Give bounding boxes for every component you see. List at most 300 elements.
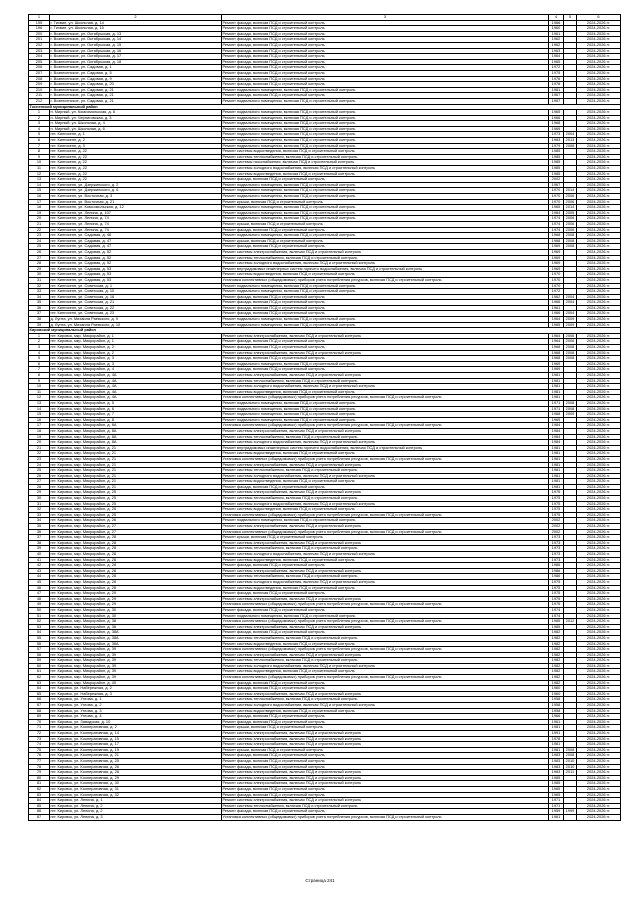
build-year-cell: 1965: [549, 786, 564, 792]
row-number: 210: [29, 87, 50, 93]
row-number: 5: [29, 132, 50, 138]
work-type-cell: Ремонт крыши, включая ПСД и строительный контроль: [222, 725, 549, 731]
build-year-cell: 1984: [549, 428, 564, 434]
build-year-cell: 1985: [549, 624, 564, 630]
address-cell: пгт. Кингисепп, д. 2: [50, 138, 222, 144]
period-cell: 2024-2026 гг.: [577, 686, 621, 692]
work-type-cell: Ремонт подвального помещения, включая ПСД и строительный контроль: [222, 143, 549, 149]
address-cell: пгт. Кировск, ул. Кооперативная, д. 31: [50, 786, 222, 792]
row-number: 84: [29, 798, 50, 804]
address-cell: пгт. Кировск, мкр. Микрорайон, д. 28: [50, 552, 222, 558]
address-cell: г. Вознесенское, ул. Садовая, д. 21: [50, 98, 222, 104]
work-type-cell: Ремонт системы теплоснабжения, включая ПСД и строительный контроль: [222, 658, 549, 664]
row-number: 21: [29, 221, 50, 227]
work-type-cell: Ремонт системы электроснабжения, включая ПСД и строительный контроль: [222, 731, 549, 737]
build-year-cell: 1961: [549, 31, 564, 37]
build-year-cell: 1970: [549, 188, 564, 194]
address-cell: пгт. Кингисепп, ул. Садовая, д. 52: [50, 261, 222, 267]
build-year-cell: 2002: [549, 524, 564, 530]
build-year-cell: 1969: [549, 266, 564, 272]
period-cell: 2024-2026 гг.: [577, 591, 621, 597]
address-cell: пгт. Кировск, мкр. Микрорайон, д. 38А: [50, 630, 222, 636]
period-cell: 2024-2026 гг.: [577, 596, 621, 602]
work-type-cell: Ремонт системы теплоснабжения, включая ПСД и строительный контроль: [222, 496, 549, 502]
row-number: 31: [29, 501, 50, 507]
row-number: 65: [29, 691, 50, 697]
build-year-cell: 1984: [549, 423, 564, 429]
period-cell: 2024-2026 гг.: [577, 742, 621, 748]
row-number: 5: [29, 356, 50, 362]
period-cell: 2024-2026 гг.: [577, 59, 621, 65]
row-number: 87: [29, 814, 50, 820]
build-year-cell: 1965: [549, 792, 564, 798]
build-year-cell: 1970: [549, 272, 564, 278]
address-cell: пгт. Кировск, ул. Кооперативная, д. 19: [50, 747, 222, 753]
build-year-cell: 1966: [549, 300, 564, 306]
row-number: 59: [29, 658, 50, 664]
period-cell: 2024-2026 гг.: [577, 361, 621, 367]
address-cell: пгт. Кингисепп, ул. Ленина, д. 107: [50, 210, 222, 216]
period-cell: 2024-2026 гг.: [577, 809, 621, 815]
work-type-cell: Ремонт фасада, включая ПСД и строительный контроль: [222, 42, 549, 48]
work-type-cell: Ремонт подвального помещения, включая ПСД и строительный контроль: [222, 518, 549, 524]
build-year-cell: 1981: [549, 725, 564, 731]
row-number: 48: [29, 596, 50, 602]
work-type-cell: Ремонт фасада, включая ПСД и строительный контроль: [222, 70, 549, 76]
row-number: 25: [29, 468, 50, 474]
repair-year-cell: 2006: [564, 227, 577, 233]
build-year-cell: 1982: [549, 663, 564, 669]
work-type-cell: Ремонт системы холодного водоснабжения, включая ПСД и строительный контроль: [222, 552, 549, 558]
row-number: 29: [29, 266, 50, 272]
row-number: 3: [29, 121, 50, 127]
column-number: 3: [222, 15, 549, 21]
period-cell: 2024-2026 гг.: [577, 210, 621, 216]
work-type-cell: Ремонт системы электроснабжения, включая ПСД и строительный контроль: [222, 462, 549, 468]
page-sheet: [28, 14, 620, 821]
row-number: 70: [29, 719, 50, 725]
period-cell: 2024-2026 гг.: [577, 110, 621, 116]
build-year-cell: 1975: [549, 70, 564, 76]
period-cell: 2024-2026 гг.: [577, 814, 621, 820]
row-number: 46: [29, 585, 50, 591]
address-cell: пгт. Кировск, мкр. Микрорайон, д. 4А: [50, 384, 222, 390]
repair-year-cell: 2004: [564, 132, 577, 138]
works-table: [28, 14, 621, 821]
address-cell: г. Тихвин, ул. Школьная, д. 15: [50, 26, 222, 32]
row-number: 80: [29, 775, 50, 781]
row-number: 28: [29, 261, 50, 267]
build-year-cell: 1958: [549, 697, 564, 703]
work-type-cell: Ремонт системы теплоснабжения, включая ПСД и строительный контроль: [222, 378, 549, 384]
period-cell: 2024-2026 гг.: [577, 574, 621, 580]
address-cell: пгт. Кингисепп, ул. Садовая, д. 53: [50, 272, 222, 278]
build-year-cell: 2002: [549, 177, 564, 183]
period-cell: 2024-2026 гг.: [577, 166, 621, 172]
row-number: 73: [29, 736, 50, 742]
period-cell: 2024-2026 гг.: [577, 764, 621, 770]
address-cell: пгт. Кингисепп, ул. Садовая, д. 47: [50, 238, 222, 244]
address-cell: пгт. Кингисепп, д. 22: [50, 154, 222, 160]
period-cell: 2024-2026 гг.: [577, 115, 621, 121]
build-year-cell: 1970: [549, 194, 564, 200]
address-cell: пгт. Кировск, мкр. Микрорайон, д. 25: [50, 501, 222, 507]
period-cell: 2024-2026 гг.: [577, 675, 621, 681]
work-type-cell: Ремонт подвального помещения, включая ПСД и строительный контроль: [222, 132, 549, 138]
row-number: 6: [29, 138, 50, 144]
address-cell: пгт. Кингисепп, д. 22: [50, 160, 222, 166]
period-cell: 2024-2026 гг.: [577, 529, 621, 535]
period-cell: 2024-2026 гг.: [577, 775, 621, 781]
address-cell: пгт. Кировск, мкр. Микрорайон, д. 4А: [50, 395, 222, 401]
address-cell: пгт. Кировск, мкр. Микрорайон, д. 39: [50, 658, 222, 664]
period-cell: 2024-2026 гг.: [577, 417, 621, 423]
period-cell: 2024-2026 гг.: [577, 160, 621, 166]
period-cell: 2024-2026 гг.: [577, 658, 621, 664]
row-number: 9: [29, 378, 50, 384]
build-year-cell: 1968: [549, 233, 564, 239]
build-year-cell: 1966: [549, 311, 564, 317]
period-cell: 2024-2026 гг.: [577, 507, 621, 513]
build-year-cell: 1962: [549, 42, 564, 48]
address-cell: пгт. Кировск, мкр. Микрорайон, д. 5: [50, 400, 222, 406]
period-cell: 2024-2026 гг.: [577, 781, 621, 787]
row-number: 10: [29, 384, 50, 390]
build-year-cell: 1978: [549, 736, 564, 742]
period-cell: 2024-2026 гг.: [577, 188, 621, 194]
repair-year-cell: 2006: [564, 199, 577, 205]
period-cell: 2024-2026 гг.: [577, 82, 621, 88]
build-year-cell: 1982: [549, 658, 564, 664]
work-type-cell: Ремонт системы теплоснабжения, включая ПСД и строительный контроль: [222, 434, 549, 440]
repair-year-cell: 2009: [564, 317, 577, 323]
work-type-cell: Ремонт системы газоснабжения, включая ПСД и строительный контроль: [222, 160, 549, 166]
address-cell: пгт. Кировск, ул. Кооперативная, д. 29: [50, 775, 222, 781]
period-cell: 2024-2026 гг.: [577, 42, 621, 48]
address-cell: пгт. Кировск, ул. Ленина, д. 2: [50, 803, 222, 809]
address-cell: пгт. Кировск, мкр. Микрорайон, д. 21: [50, 479, 222, 485]
address-cell: пгт. Кировск, мкр. Микрорайон, д. 29: [50, 596, 222, 602]
period-cell: 2024-2026 гг.: [577, 535, 621, 541]
work-type-cell: Ремонт системы водоотведения, включая ПСД и строительный контроль: [222, 171, 549, 177]
row-number: 11: [29, 166, 50, 172]
work-type-cell: Ремонт фасада, включая ПСД и строительный контроль: [222, 31, 549, 37]
address-cell: пгт. Кингисепп, ул. Садовая, д. 52: [50, 255, 222, 261]
period-cell: 2024-2026 гг.: [577, 216, 621, 222]
row-number: 14: [29, 406, 50, 412]
build-year-cell: 1981: [549, 373, 564, 379]
period-cell: 2024-2026 гг.: [577, 440, 621, 446]
build-year-cell: 1966: [549, 714, 564, 720]
row-number: 7: [29, 143, 50, 149]
work-type-cell: Ремонт внутридомовых инженерных систем горячего водоснабжения, включая ПСД и строительный контроль: [222, 445, 549, 451]
address-cell: пгт. Кингисепп, д. 22: [50, 166, 222, 172]
row-number: 23: [29, 456, 50, 462]
address-cell: пгт. Кировск, мкр. Микрорайон, д. 27: [50, 524, 222, 530]
row-number: 34: [29, 518, 50, 524]
row-number: 25: [29, 244, 50, 250]
work-type-cell: Установка коллективных (общедомовых) приборов учета потребления ресурсов, включая ПСД и строительный контроль: [222, 395, 549, 401]
work-type-cell: Ремонт подвального помещения, включая ПСД и строительный контроль: [222, 98, 549, 104]
address-cell: пгт. Кировск, мкр. Микрорайон, д. 28: [50, 574, 222, 580]
row-number: 74: [29, 742, 50, 748]
address-cell: пгт. Кингисепп, ул. Садовая, д. 46: [50, 233, 222, 239]
period-cell: 2024-2026 гг.: [577, 406, 621, 412]
period-cell: 2024-2026 гг.: [577, 384, 621, 390]
address-cell: пгт. Кингисепп, ул. Восточная, д. 3: [50, 194, 222, 200]
build-year-cell: 1958: [549, 703, 564, 709]
period-cell: 2024-2026 гг.: [577, 26, 621, 32]
work-type-cell: Ремонт системы теплоснабжения, включая ПСД и строительный контроль: [222, 803, 549, 809]
address-cell: пгт. Кировск, ул. Ленина, д. 2: [50, 809, 222, 815]
work-type-cell: Ремонт фасада, включая ПСД и строительный контроль: [222, 48, 549, 54]
work-type-cell: Ремонт подвального помещения, включая ПСД и строительный контроль: [222, 182, 549, 188]
address-cell: пгт. Кингисепп, ул. Дзержинского, д. 2: [50, 182, 222, 188]
build-year-cell: 1964: [549, 317, 564, 323]
address-cell: пгт. Кингисепп, ул. Советская, д. 10: [50, 289, 222, 295]
row-number: 43: [29, 568, 50, 574]
period-cell: 2024-2026 гг.: [577, 423, 621, 429]
work-type-cell: Ремонт системы электроснабжения, включая ПСД и строительный контроль: [222, 490, 549, 496]
repair-year-cell: 2012: [564, 619, 577, 625]
work-type-cell: Ремонт фасада, включая ПСД и строительный контроль: [222, 591, 549, 597]
period-cell: 2024-2026 гг.: [577, 786, 621, 792]
work-type-cell: Ремонт системы теплоснабжения, включая ПСД и строительный контроль: [222, 697, 549, 703]
address-cell: пгт. Кировск, мкр. Микрорайон, д. 29: [50, 602, 222, 608]
row-number: 1: [29, 110, 50, 116]
build-year-cell: 1968: [549, 345, 564, 351]
work-type-cell: Ремонт системы холодного водоснабжения, включая ПСД и строительный контроль: [222, 261, 549, 267]
row-number: 211: [29, 93, 50, 99]
work-type-cell: Установка коллективных (общедомовых) приборов учета потребления ресурсов, включая ПСД и строительный контроль: [222, 814, 549, 820]
build-year-cell: 1982: [549, 669, 564, 675]
address-cell: пгт. Кировск, ул. Кооперативная, д. 32: [50, 792, 222, 798]
work-type-cell: Ремонт подвального помещения, включая ПСД и строительный контроль: [222, 406, 549, 412]
address-cell: пгт. Кировск, мкр. Микрорайон, д. 28: [50, 540, 222, 546]
period-cell: 2024-2026 гг.: [577, 714, 621, 720]
address-cell: пгт. Кировск, мкр. Микрорайон, д. 8: [50, 417, 222, 423]
period-cell: 2024-2026 гг.: [577, 647, 621, 653]
address-cell: пгт. Кировск, мкр. Микрорайон, д. 38А: [50, 635, 222, 641]
build-year-cell: 1969: [549, 261, 564, 267]
row-number: 28: [29, 484, 50, 490]
repair-year-cell: 2009: [564, 412, 577, 418]
work-type-cell: Установка коллективных (общедомовых) приборов учета потребления ресурсов, включая ПСД и строительный контроль: [222, 512, 549, 518]
row-number: 32: [29, 507, 50, 513]
period-cell: 2024-2026 гг.: [577, 177, 621, 183]
build-year-cell: 1968: [549, 121, 564, 127]
period-cell: 2024-2026 гг.: [577, 540, 621, 546]
repair-year-cell: 2008: [564, 747, 577, 753]
period-cell: 2024-2026 гг.: [577, 350, 621, 356]
work-type-cell: Ремонт системы водоотведения, включая ПСД и строительный контроль: [222, 451, 549, 457]
work-type-cell: Установка коллективных (общедомовых) приборов учета потребления ресурсов, включая ПСД и строительный контроль: [222, 675, 549, 681]
address-cell: пгт. Кировск, мкр. Микрорайон, д. 25: [50, 490, 222, 496]
period-cell: 2024-2026 гг.: [577, 669, 621, 675]
repair-year-cell: 2008: [564, 238, 577, 244]
build-year-cell: 1970: [549, 277, 564, 283]
build-year-cell: 1975: [549, 490, 564, 496]
address-cell: пгт. Кингисепп, ул. Ленина, д. 74: [50, 221, 222, 227]
address-cell: пгт. Кировск, ул. Ленина, д. 1: [50, 798, 222, 804]
work-type-cell: Ремонт подвального помещения, включая ПСД и строительный контроль: [222, 322, 549, 328]
row-number: 22: [29, 451, 50, 457]
work-type-cell: Ремонт системы водоотведения, включая ПСД и строительный контроль: [222, 389, 549, 395]
row-number: 38: [29, 317, 50, 323]
repair-year-cell: 2006: [564, 194, 577, 200]
build-year-cell: 1971: [549, 400, 564, 406]
build-year-cell: 1969: [549, 249, 564, 255]
work-type-cell: Ремонт подвального помещения, включая ПСД и строительный контроль: [222, 400, 549, 406]
address-cell: г. Вознесенское, ул. Октябрьская, д. 18: [50, 59, 222, 65]
build-year-cell: 1969: [549, 255, 564, 261]
build-year-cell: 1973: [549, 557, 564, 563]
work-type-cell: Ремонт системы электроснабжения, включая ПСД и строительный контроль: [222, 691, 549, 697]
row-number: 18: [29, 428, 50, 434]
work-type-cell: Ремонт системы теплоснабжения, включая ПСД и строительный контроль: [222, 574, 549, 580]
column-number: 2: [50, 15, 222, 21]
period-cell: 2024-2026 гг.: [577, 798, 621, 804]
row-number: 39: [29, 322, 50, 328]
work-type-cell: Ремонт системы электроснабжения, включая ПСД и строительный контроль: [222, 770, 549, 776]
address-cell: пгт. Кировск, мкр. Микрорайон, д. 28: [50, 579, 222, 585]
address-cell: пгт. Кировск, мкр. Микрорайон, д. 40: [50, 680, 222, 686]
build-year-cell: 1961: [549, 305, 564, 311]
build-year-cell: 1974: [549, 221, 564, 227]
row-number: 201: [29, 37, 50, 43]
row-number: 37: [29, 311, 50, 317]
row-number: 24: [29, 238, 50, 244]
row-number: 30: [29, 496, 50, 502]
repair-year-cell: 2010: [564, 764, 577, 770]
row-number: 26: [29, 473, 50, 479]
period-cell: 2024-2026 гг.: [577, 356, 621, 362]
row-number: 77: [29, 758, 50, 764]
work-type-cell: Ремонт подвального помещения, включая ПСД и строительный контроль: [222, 412, 549, 418]
build-year-cell: 1981: [549, 742, 564, 748]
period-cell: 2024-2026 гг.: [577, 518, 621, 524]
build-year-cell: 1975: [549, 507, 564, 513]
period-cell: 2024-2026 гг.: [577, 311, 621, 317]
row-number: 36: [29, 305, 50, 311]
repair-year-cell: 2008: [564, 356, 577, 362]
row-number: 86: [29, 809, 50, 815]
period-cell: 2024-2026 гг.: [577, 65, 621, 71]
period-cell: 2024-2026 гг.: [577, 48, 621, 54]
address-cell: пгт. Кировск, ул. Набережная, д. 3: [50, 691, 222, 697]
build-year-cell: 1983: [549, 138, 564, 144]
work-type-cell: Ремонт системы водоотведения, включая ПСД и строительный контроль: [222, 557, 549, 563]
period-cell: 2024-2026 гг.: [577, 93, 621, 99]
work-type-cell: Ремонт системы электроснабжения, включая ПСД и строительный контроль: [222, 798, 549, 804]
row-number: 76: [29, 753, 50, 759]
build-year-cell: 1971: [549, 406, 564, 412]
repair-year-cell: 2004: [564, 294, 577, 300]
address-cell: г. Вознесенское, ул. Садовая, д. 9: [50, 76, 222, 82]
work-type-cell: Ремонт системы холодного водоснабжения, включая ПСД и строительный контроль: [222, 473, 549, 479]
address-cell: пгт. Кировск, ул. Набережная, д. 2: [50, 686, 222, 692]
row-number: 60: [29, 663, 50, 669]
row-number: 58: [29, 652, 50, 658]
work-type-cell: Ремонт подвального помещения, включая ПСД и строительный контроль: [222, 87, 549, 93]
build-year-cell: 1972: [549, 65, 564, 71]
repair-year-cell: 2009: [564, 322, 577, 328]
build-year-cell: 1969: [549, 367, 564, 373]
work-type-cell: Ремонт подвального помещения, включая ПСД и строительный контроль: [222, 110, 549, 116]
period-cell: 2024-2026 гг.: [577, 70, 621, 76]
period-cell: 2024-2026 гг.: [577, 770, 621, 776]
address-cell: пгт. Кировск, ул. Заводская, д. 10: [50, 719, 222, 725]
build-year-cell: 1975: [549, 591, 564, 597]
period-cell: 2024-2026 гг.: [577, 585, 621, 591]
work-type-cell: Ремонт фасада, включая ПСД и строительный контроль: [222, 563, 549, 569]
period-cell: 2024-2026 гг.: [577, 317, 621, 323]
address-cell: г. Вознесенское, ул. Октябрьская, д. 16: [50, 48, 222, 54]
row-number: 195: [29, 20, 50, 26]
period-cell: 2024-2026 гг.: [577, 283, 621, 289]
work-type-cell: Ремонт подвального помещения, включая ПСД и строительный контроль: [222, 317, 549, 323]
row-number: 56: [29, 641, 50, 647]
row-number: 63: [29, 680, 50, 686]
build-year-cell: 1965: [549, 322, 564, 328]
address-cell: пгт. Кингисепп, ул. Советская, д. 23: [50, 311, 222, 317]
work-type-cell: Ремонт системы холодного водоснабжения, включая ПСД и строительный контроль: [222, 440, 549, 446]
works-table-body: [29, 15, 621, 821]
address-cell: п. Мирный, ул. Школьная, д. 4: [50, 121, 222, 127]
period-cell: 2024-2026 гг.: [577, 205, 621, 211]
row-number: 16: [29, 194, 50, 200]
repair-year-cell: 2008: [564, 400, 577, 406]
row-number: 13: [29, 400, 50, 406]
period-cell: 2024-2026 гг.: [577, 322, 621, 328]
row-number: 21: [29, 445, 50, 451]
build-year-cell: 1974: [549, 216, 564, 222]
period-cell: 2024-2026 гг.: [577, 87, 621, 93]
work-type-cell: Ремонт системы электроснабжения, включая ПСД и строительный контроль: [222, 373, 549, 379]
row-number: 71: [29, 725, 50, 731]
period-cell: 2024-2026 гг.: [577, 54, 621, 60]
address-cell: пгт. Кировск, мкр. Микрорайон, д. 7: [50, 412, 222, 418]
work-type-cell: Ремонт системы холодного водоснабжения, включая ПСД и строительный контроль: [222, 501, 549, 507]
work-type-cell: Ремонт фасада, включая ПСД и строительный контроль: [222, 300, 549, 306]
address-cell: пгт. Кировск, мкр. Микрорайон, д. 26: [50, 518, 222, 524]
period-cell: 2024-2026 гг.: [577, 484, 621, 490]
build-year-cell: 1981: [549, 389, 564, 395]
period-cell: 2024-2026 гг.: [577, 792, 621, 798]
row-number: 38: [29, 540, 50, 546]
period-cell: 2024-2026 гг.: [577, 641, 621, 647]
build-year-cell: 1985: [549, 160, 564, 166]
period-cell: 2024-2026 гг.: [577, 138, 621, 144]
address-cell: пгт. Кингисепп, ул. Ленина, д. 74: [50, 216, 222, 222]
work-type-cell: Ремонт системы электроснабжения, включая ПСД и строительный контроль: [222, 624, 549, 630]
repair-year-cell: 2008: [564, 244, 577, 250]
period-cell: 2024-2026 гг.: [577, 451, 621, 457]
address-cell: пгт. Кировск, мкр. Микрорайон, д. 2: [50, 350, 222, 356]
address-cell: пгт. Кингисепп, ул. Дзержинского, д. 6: [50, 188, 222, 194]
address-cell: пгт. Кингисепп, ул. Ленина, д. 74: [50, 227, 222, 233]
period-cell: 2024-2026 гг.: [577, 652, 621, 658]
work-type-cell: Ремонт системы электроснабжения, включая ПСД и строительный контроль: [222, 524, 549, 530]
row-number: 85: [29, 803, 50, 809]
repair-year-cell: 2014: [564, 188, 577, 194]
build-year-cell: 1982: [549, 652, 564, 658]
address-cell: пгт. Кингисепп, д. 3: [50, 143, 222, 149]
period-cell: 2024-2026 гг.: [577, 126, 621, 132]
column-number: 1: [29, 15, 50, 21]
address-cell: пгт. Кингисепп, ул. Советская, д. 22: [50, 305, 222, 311]
address-cell: пгт. Кингисепп, ул. Садовая, д. 52: [50, 249, 222, 255]
